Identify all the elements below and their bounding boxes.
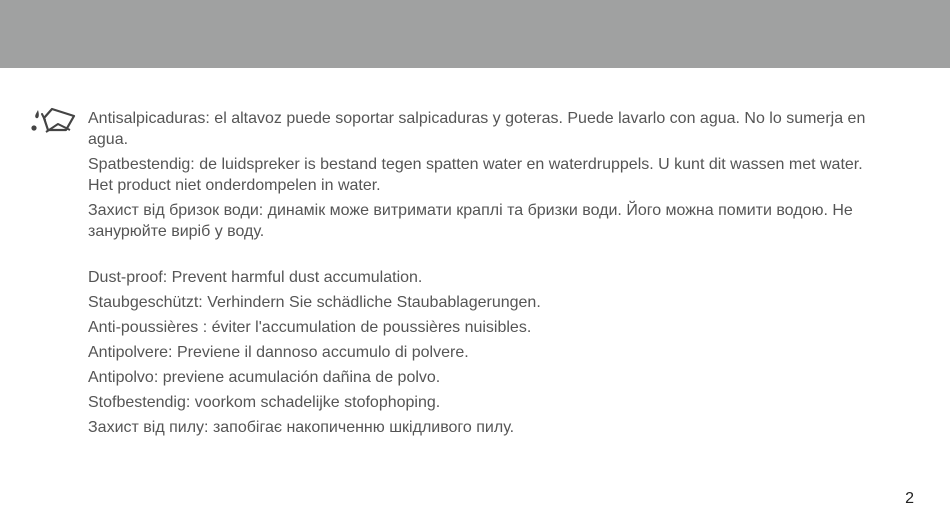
dust-line-nl: Stofbestendig: voorkom schadelijke stofophoping. [88,394,441,411]
dust-line-uk: Захист від пилу: запобігає накопиченню шкідливого пилу. [88,419,515,436]
dust-line-de: Staubgeschützt: Verhindern Sie schädliche Staubablagerungen. [88,294,541,311]
splash-paragraph-nl: Spatbestendig: de luidspreker is bestand tegen spatten water en waterdruppels. U kunt dit wassen met water. Het product niet onderdompelen in water. [88,156,863,194]
header-bar [0,0,950,68]
splash-paragraph-es: Antisalpicaduras: el altavoz puede soportar salpicaduras y goteras. Puede lavarlo con agua. No lo sumerja en agua. [88,110,866,148]
dust-line-fr: Anti-poussières : éviter l'accumulation de poussières nuisibles. [88,319,532,336]
water-splash-icon [30,106,78,140]
dust-line-es: Antipolvo: previene acumulación dañina de polvo. [88,369,441,386]
dust-line-en: Dust-proof: Prevent harmful dust accumulation. [88,269,423,286]
splash-paragraph-uk: Захист від бризок води: динамік може витримати краплі та бризки води. Його можна помити водою. Не занурюйте виріб у воду. [88,202,853,240]
dust-line-it: Antipolvere: Previene il dannoso accumulo di polvere. [88,344,469,361]
feature-text [88,108,868,442]
section-gap [88,246,868,267]
page-number: 2 [905,490,914,507]
